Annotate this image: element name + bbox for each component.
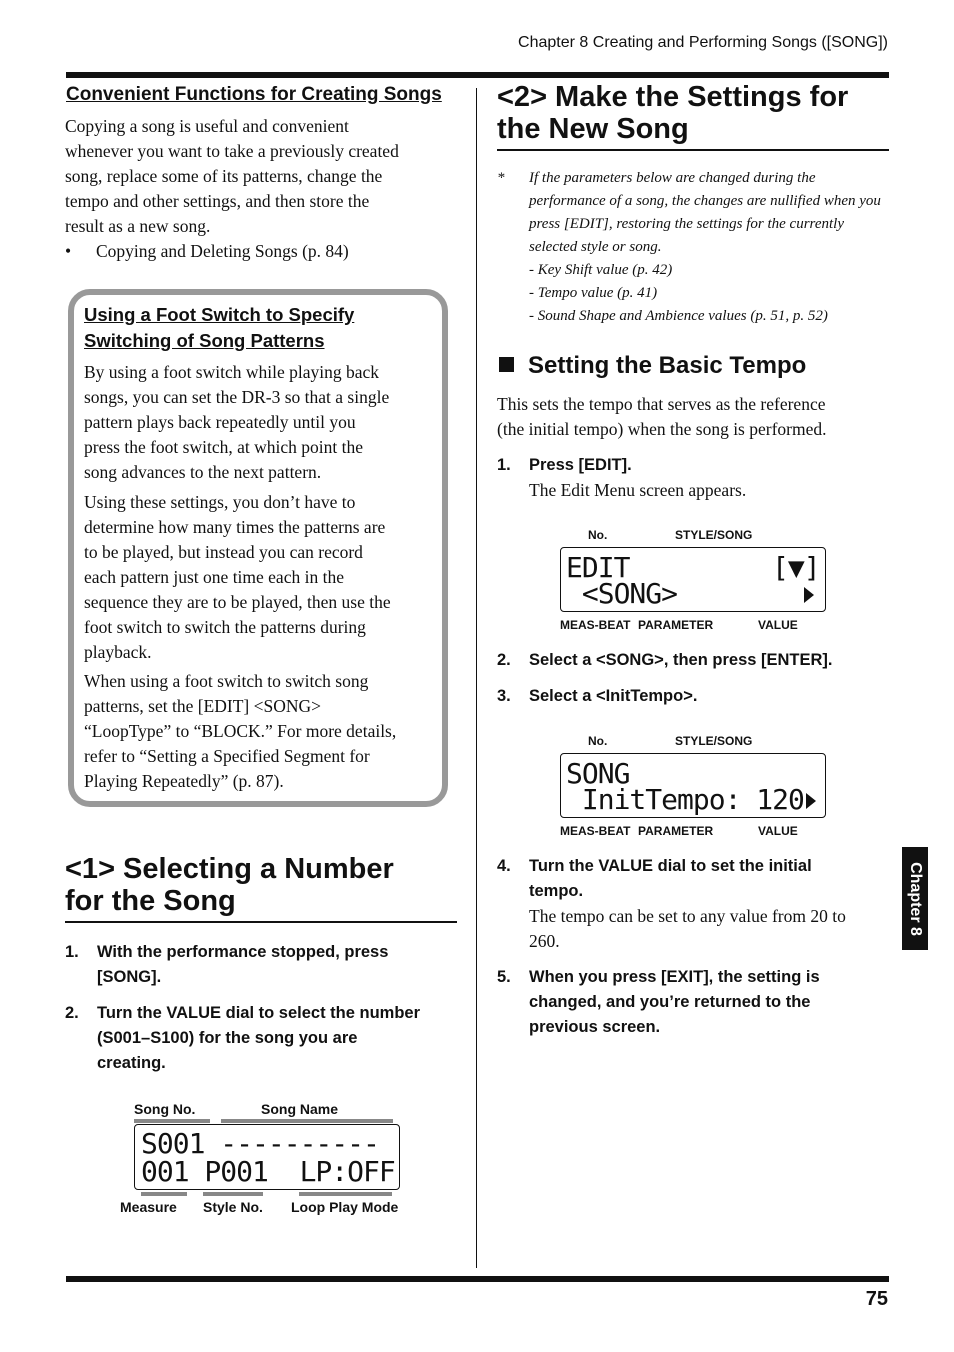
step-line: (S001–S100) for the song you are bbox=[97, 1029, 358, 1047]
step-line: tempo. bbox=[529, 882, 584, 900]
heading-line: Switching of Song Patterns bbox=[84, 330, 325, 351]
heading-line: Using a Foot Switch to Specify bbox=[84, 304, 355, 325]
foot-switch-p2 bbox=[84, 490, 391, 665]
bracket-bar bbox=[141, 1192, 187, 1196]
text-line: tempo and other settings, and then store the bbox=[65, 191, 370, 211]
step-line: creating. bbox=[97, 1054, 166, 1072]
text-line: result as a new song. bbox=[65, 216, 211, 236]
note-mark: * bbox=[497, 170, 505, 186]
step-number: 4. bbox=[497, 857, 511, 875]
page-number: 75 bbox=[865, 1288, 888, 1310]
label-style-song: STYLE/SONG bbox=[675, 528, 753, 542]
step-number: 1. bbox=[65, 943, 79, 961]
edit-lcd-line-1-right: [▼] bbox=[772, 551, 820, 584]
bracket-bar bbox=[221, 1119, 393, 1123]
tempo-lcd-line-1: SONG bbox=[566, 757, 630, 790]
step-number: 2. bbox=[65, 1004, 79, 1022]
text-line: press the foot switch, at which point the bbox=[84, 437, 363, 457]
text-line: Using these settings, you don’t have to bbox=[84, 492, 356, 512]
note-line: selected style or song. bbox=[529, 239, 662, 255]
text-line: Playing Repeatedly” (p. 87). bbox=[84, 771, 284, 791]
label-value: VALUE bbox=[758, 618, 798, 632]
text-line: each pattern just one time each in the bbox=[84, 567, 344, 587]
label-no: No. bbox=[588, 734, 608, 748]
step-line: When you press [EXIT], the setting is bbox=[529, 968, 820, 986]
step-line: Select a <SONG>, then press [ENTER]. bbox=[529, 651, 833, 669]
text-line: playback. bbox=[84, 642, 152, 662]
label-meas-beat: MEAS-BEAT bbox=[560, 824, 631, 838]
text-line: Copying a song is useful and convenient bbox=[65, 116, 349, 136]
bullet-text: Copying and Deleting Songs (p. 84) bbox=[96, 241, 349, 261]
chapter-tab-label: Chapter 8 bbox=[907, 861, 924, 936]
bullet-mark: • bbox=[65, 241, 72, 261]
tempo-lcd-line-2: InitTempo: 120 bbox=[566, 783, 804, 816]
step-number: 2. bbox=[497, 651, 511, 669]
section2-heading bbox=[497, 81, 889, 151]
heading-line: the New Song bbox=[497, 113, 689, 145]
bracket-bar bbox=[134, 1119, 210, 1123]
label-parameter: PARAMETER bbox=[638, 618, 714, 632]
text-line: to be played, but instead you can record bbox=[84, 542, 363, 562]
step-number: 1. bbox=[497, 456, 511, 474]
convenient-paragraph bbox=[65, 114, 399, 264]
song-lcd-line-1: S001 ---------- bbox=[141, 1127, 379, 1160]
step-line: Press [EDIT]. bbox=[529, 456, 632, 474]
top-rule bbox=[66, 72, 889, 78]
text-line: determine how many times the patterns are bbox=[84, 517, 386, 537]
section1-step-1 bbox=[65, 940, 460, 990]
label-parameter: PARAMETER bbox=[638, 824, 714, 838]
text-line: song, replace some of its patterns, change the bbox=[65, 166, 383, 186]
label-value: VALUE bbox=[758, 824, 798, 838]
step-number: 5. bbox=[497, 968, 511, 986]
text-line: song advances to the next pattern. bbox=[84, 462, 322, 482]
chapter-tab bbox=[902, 847, 928, 950]
text-line: refer to “Setting a Specified Segment for bbox=[84, 746, 370, 766]
text-line: (the initial tempo) when the song is performed. bbox=[497, 419, 827, 439]
label-loop-play-mode: Loop Play Mode bbox=[291, 1199, 399, 1215]
step-desc: 260. bbox=[529, 931, 560, 951]
play-arrow-icon bbox=[806, 793, 816, 809]
step-desc: The Edit Menu screen appears. bbox=[529, 480, 747, 500]
label-no: No. bbox=[588, 528, 608, 542]
note-line: press [EDIT], restoring the settings for the currently bbox=[529, 216, 844, 232]
heading-line: <2> Make the Settings for bbox=[497, 81, 849, 113]
foot-switch-p1 bbox=[84, 360, 389, 485]
label-measure: Measure bbox=[120, 1199, 177, 1215]
text-line: sequence they are to be played, then use the bbox=[84, 592, 391, 612]
note-line: - Sound Shape and Ambience values (p. 51, p. 52) bbox=[529, 308, 828, 324]
running-head: Chapter 8 Creating and Performing Songs ([SONG]) bbox=[518, 34, 888, 51]
tempo-step-3 bbox=[497, 684, 892, 709]
bottom-rule bbox=[66, 1276, 889, 1282]
tempo-heading bbox=[499, 352, 806, 380]
label-song-no: Song No. bbox=[134, 1101, 196, 1117]
edit-lcd-line-1: EDIT bbox=[566, 551, 630, 584]
note-line: If the parameters below are changed during the bbox=[529, 170, 816, 186]
step-line: Turn the VALUE dial to set the initial bbox=[529, 857, 812, 875]
step-number: 3. bbox=[497, 687, 511, 705]
tempo-intro bbox=[497, 392, 827, 442]
label-style-song: STYLE/SONG bbox=[675, 734, 753, 748]
column-divider bbox=[476, 88, 477, 1268]
song-lcd-line-2: 001 P001 LP:OFF bbox=[141, 1155, 395, 1188]
text-line: pattern plays back repeatedly until you bbox=[84, 412, 356, 432]
text-line: This sets the tempo that serves as the reference bbox=[497, 394, 826, 414]
heading-line: <1> Selecting a Number bbox=[65, 853, 394, 885]
section1-step-2 bbox=[65, 1001, 460, 1076]
heading-line: for the Song bbox=[65, 885, 236, 917]
tempo-step-1 bbox=[497, 453, 892, 503]
text-line: “LoopType” to “BLOCK.” For more details, bbox=[84, 721, 397, 741]
text-line: foot switch to switch the patterns during bbox=[84, 617, 366, 637]
bracket-bar bbox=[203, 1192, 263, 1196]
tempo-step-2 bbox=[497, 648, 892, 673]
step-line: previous screen. bbox=[529, 1018, 661, 1036]
step-desc: The tempo can be set to any value from 20 to bbox=[529, 906, 846, 926]
tempo-step-5 bbox=[497, 965, 892, 1040]
label-meas-beat: MEAS-BEAT bbox=[560, 618, 631, 632]
note-text bbox=[529, 167, 881, 328]
text-line: whenever you want to take a previously created bbox=[65, 141, 399, 161]
note-line: - Tempo value (p. 41) bbox=[529, 285, 658, 301]
step-line: Turn the VALUE dial to select the number bbox=[97, 1004, 421, 1022]
step-line: With the performance stopped, press bbox=[97, 943, 389, 961]
section1-heading bbox=[65, 853, 457, 923]
square-bullet-icon bbox=[499, 357, 514, 372]
foot-switch-p3 bbox=[84, 669, 396, 794]
foot-switch-heading bbox=[84, 302, 354, 354]
text-line: By using a foot switch while playing back bbox=[84, 362, 380, 382]
step-line: Select a <InitTempo>. bbox=[529, 687, 698, 705]
text-line: When using a foot switch to switch song bbox=[84, 671, 369, 691]
text-line: songs, you can set the DR-3 so that a single bbox=[84, 387, 390, 407]
bracket-bar bbox=[299, 1192, 392, 1196]
note-line: performance of a song, the changes are nullified when you bbox=[529, 193, 881, 209]
step-line: changed, and you’re returned to the bbox=[529, 993, 811, 1011]
label-song-name: Song Name bbox=[261, 1101, 339, 1117]
label-style-no: Style No. bbox=[203, 1199, 263, 1215]
step-line: [SONG]. bbox=[97, 968, 162, 986]
play-arrow-icon bbox=[804, 587, 814, 603]
tempo-heading-text: Setting the Basic Tempo bbox=[528, 352, 807, 379]
bullet-item bbox=[65, 239, 399, 264]
text-line: patterns, set the [EDIT] <SONG> bbox=[84, 696, 321, 716]
note-line: - Key Shift value (p. 42) bbox=[529, 262, 673, 278]
tempo-step-4 bbox=[497, 854, 892, 954]
edit-lcd-line-2: <SONG> bbox=[566, 577, 678, 610]
convenient-heading: Convenient Functions for Creating Songs bbox=[66, 84, 442, 105]
